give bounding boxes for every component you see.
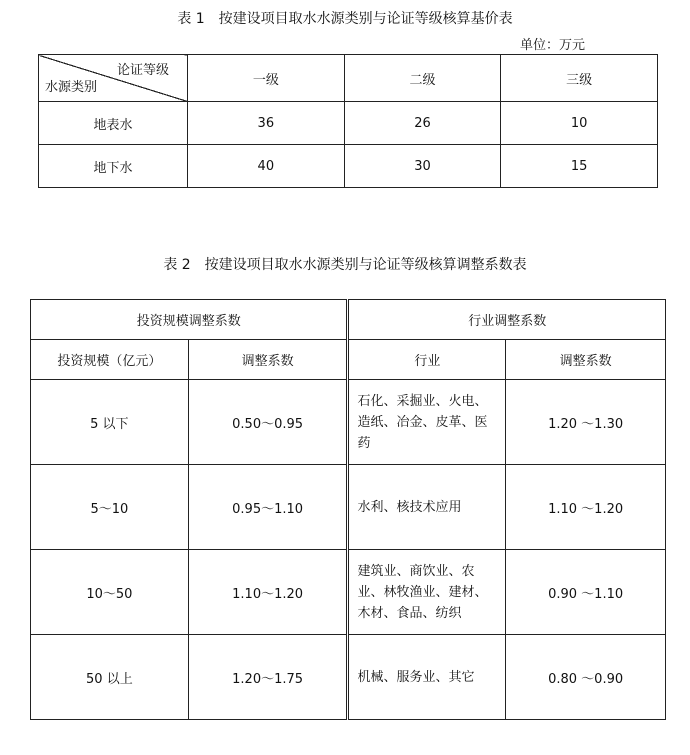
header-level-label: 论证等级 — [116, 63, 169, 78]
level-header: 一级 — [188, 55, 345, 102]
col-header-industry: 行业 — [348, 340, 506, 380]
scale-cell: 5～10 — [31, 465, 189, 550]
value-cell: 30 — [344, 145, 501, 188]
value-cell: 36 — [188, 102, 345, 145]
level-header: 二级 — [344, 55, 501, 102]
col-header-coef: 调整系数 — [188, 340, 348, 380]
table-row — [31, 550, 666, 635]
table-row — [39, 145, 658, 188]
table-row — [39, 102, 658, 145]
scale-cell: 5 以下 — [31, 380, 189, 465]
industry-cell: 水利、核技术应用 — [348, 465, 506, 550]
industry-cell: 机械、服务业、其它 — [348, 635, 506, 720]
value-cell: 26 — [344, 102, 501, 145]
table-row — [31, 465, 666, 550]
value-cell: 40 — [188, 145, 345, 188]
coef-cell: 1.20～1.75 — [188, 635, 348, 720]
table1-unit: 单位：万元 — [520, 38, 586, 53]
col-header-coef: 调整系数 — [506, 340, 666, 380]
scale-cell: 50 以上 — [31, 635, 189, 720]
coef-cell: 1.20 ～1.30 — [506, 380, 666, 465]
coef-cell: 1.10～1.20 — [188, 550, 348, 635]
level-header: 三级 — [501, 55, 658, 102]
coef-cell: 1.10 ～1.20 — [506, 465, 666, 550]
adjustment-coefficient-table — [30, 299, 666, 720]
industry-cell: 石化、采掘业、火电、造纸、冶金、皮革、医药 — [348, 380, 506, 465]
value-cell: 15 — [501, 145, 658, 188]
value-cell: 10 — [501, 102, 658, 145]
header-source-label: 水源类别 — [45, 80, 98, 95]
coef-cell: 0.80 ～0.90 — [506, 635, 666, 720]
group-header-scale: 投资规模调整系数 — [31, 300, 348, 340]
col-header-scale: 投资规模（亿元） — [31, 340, 189, 380]
coef-cell: 0.50～0.95 — [188, 380, 348, 465]
source-cell: 地下水 — [39, 145, 188, 188]
scale-cell: 10～50 — [31, 550, 189, 635]
coef-cell: 0.95～1.10 — [188, 465, 348, 550]
diagonal-header-cell — [39, 55, 188, 102]
table2-title: 表 2 按建设项目取水水源类别与论证等级核算调整系数表 — [163, 257, 527, 273]
base-price-table — [38, 54, 658, 188]
table1-title: 表 1 按建设项目取水水源类别与论证等级核算基价表 — [177, 11, 513, 27]
table-row — [31, 380, 666, 465]
coef-cell: 0.90 ～1.10 — [506, 550, 666, 635]
table-row — [31, 635, 666, 720]
industry-cell: 建筑业、商饮业、农业、林牧渔业、建材、木材、食品、纺织 — [348, 550, 506, 635]
group-header-industry: 行业调整系数 — [348, 300, 666, 340]
source-cell: 地表水 — [39, 102, 188, 145]
